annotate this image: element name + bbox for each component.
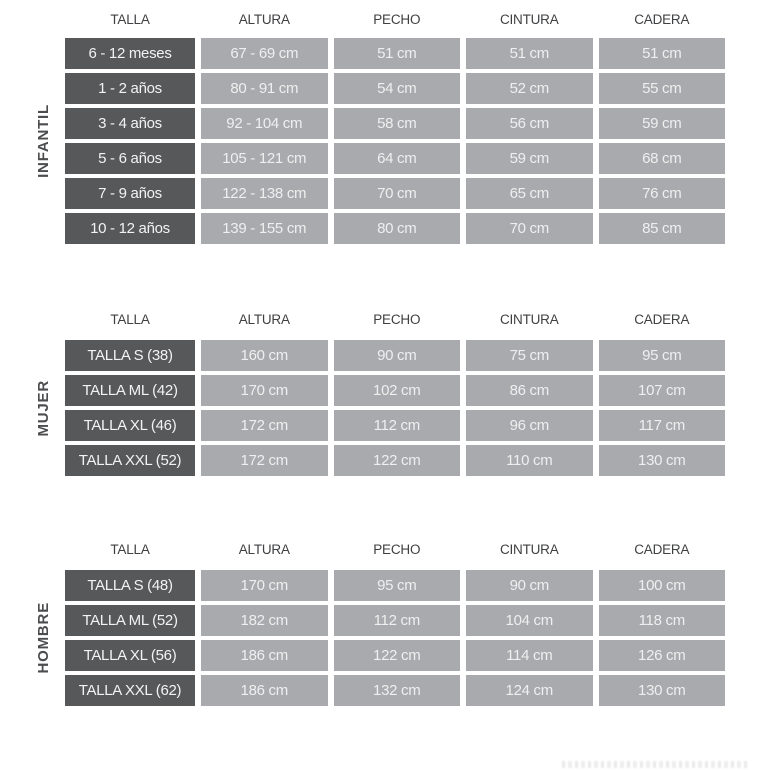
measurement-cell: 112 cm bbox=[334, 410, 461, 441]
measurement-cell: 118 cm bbox=[599, 605, 726, 636]
column-header-row-mujer bbox=[65, 308, 725, 330]
measurement-cell: 90 cm bbox=[334, 340, 461, 371]
size-label-cell: TALLA S (38) bbox=[65, 340, 195, 371]
column-header-pecho: PECHO bbox=[373, 311, 421, 327]
size-label-cell: 3 - 4 años bbox=[65, 108, 195, 139]
table-body-infantil bbox=[65, 38, 725, 244]
column-header-cadera: CADERA bbox=[634, 311, 690, 327]
measurement-cell: 95 cm bbox=[334, 570, 461, 601]
measurement-cell: 51 cm bbox=[334, 38, 461, 69]
measurement-cell: 92 - 104 cm bbox=[201, 108, 328, 139]
column-header-row-hombre bbox=[65, 538, 725, 560]
measurement-cell: 80 - 91 cm bbox=[201, 73, 328, 104]
measurement-cell: 172 cm bbox=[201, 410, 328, 441]
measurement-cell: 160 cm bbox=[201, 340, 328, 371]
measurement-cell: 55 cm bbox=[599, 73, 726, 104]
measurement-cell: 126 cm bbox=[599, 640, 726, 671]
group-label-hombre: HOMBRE bbox=[34, 602, 52, 674]
measurement-cell: 52 cm bbox=[466, 73, 593, 104]
measurement-cell: 122 cm bbox=[334, 445, 461, 476]
measurement-cell: 95 cm bbox=[599, 340, 726, 371]
measurement-cell: 172 cm bbox=[201, 445, 328, 476]
size-label-cell: 1 - 2 años bbox=[65, 73, 195, 104]
measurement-cell: 170 cm bbox=[201, 375, 328, 406]
column-header-row-infantil bbox=[65, 8, 725, 30]
measurement-cell: 96 cm bbox=[466, 410, 593, 441]
measurement-cell: 114 cm bbox=[466, 640, 593, 671]
measurement-cell: 64 cm bbox=[334, 143, 461, 174]
size-label-cell: TALLA ML (52) bbox=[65, 605, 195, 636]
measurement-cell: 58 cm bbox=[334, 108, 461, 139]
measurement-cell: 124 cm bbox=[466, 675, 593, 706]
measurement-cell: 132 cm bbox=[334, 675, 461, 706]
measurement-cell: 139 - 155 cm bbox=[201, 213, 328, 244]
column-header-cadera: CADERA bbox=[634, 541, 690, 557]
column-header-talla: TALLA bbox=[110, 311, 150, 327]
measurement-cell: 122 - 138 cm bbox=[201, 178, 328, 209]
measurement-cell: 67 - 69 cm bbox=[201, 38, 328, 69]
table-body-hombre bbox=[65, 570, 725, 706]
measurement-cell: 104 cm bbox=[466, 605, 593, 636]
measurement-cell: 56 cm bbox=[466, 108, 593, 139]
group-label-infantil: INFANTIL bbox=[34, 104, 52, 178]
column-header-cintura: CINTURA bbox=[499, 541, 559, 557]
table-body-mujer bbox=[65, 340, 725, 476]
size-label-cell: TALLA XL (46) bbox=[65, 410, 195, 441]
column-header-altura: ALTURA bbox=[238, 311, 290, 327]
column-header-cadera: CADERA bbox=[634, 11, 690, 27]
measurement-cell: 59 cm bbox=[466, 143, 593, 174]
measurement-cell: 130 cm bbox=[599, 445, 726, 476]
size-label-cell: TALLA S (48) bbox=[65, 570, 195, 601]
measurement-cell: 186 cm bbox=[201, 640, 328, 671]
size-label-cell: TALLA XXL (62) bbox=[65, 675, 195, 706]
column-header-cintura: CINTURA bbox=[499, 11, 559, 27]
measurement-cell: 85 cm bbox=[599, 213, 726, 244]
measurement-cell: 68 cm bbox=[599, 143, 726, 174]
column-header-pecho: PECHO bbox=[373, 11, 421, 27]
measurement-cell: 86 cm bbox=[466, 375, 593, 406]
column-header-talla: TALLA bbox=[110, 11, 150, 27]
column-header-altura: ALTURA bbox=[238, 541, 290, 557]
measurement-cell: 122 cm bbox=[334, 640, 461, 671]
column-header-altura: ALTURA bbox=[238, 11, 290, 27]
group-label-box-hombre bbox=[26, 570, 60, 706]
measurement-cell: 117 cm bbox=[599, 410, 726, 441]
measurement-cell: 54 cm bbox=[334, 73, 461, 104]
measurement-cell: 102 cm bbox=[334, 375, 461, 406]
measurement-cell: 130 cm bbox=[599, 675, 726, 706]
column-header-pecho: PECHO bbox=[373, 541, 421, 557]
measurement-cell: 90 cm bbox=[466, 570, 593, 601]
measurement-cell: 80 cm bbox=[334, 213, 461, 244]
measurement-cell: 70 cm bbox=[466, 213, 593, 244]
measurement-cell: 110 cm bbox=[466, 445, 593, 476]
size-label-cell: TALLA XL (56) bbox=[65, 640, 195, 671]
measurement-cell: 51 cm bbox=[599, 38, 726, 69]
size-label-cell: 10 - 12 años bbox=[65, 213, 195, 244]
measurement-cell: 112 cm bbox=[334, 605, 461, 636]
size-label-cell: TALLA XXL (52) bbox=[65, 445, 195, 476]
column-header-talla: TALLA bbox=[110, 541, 150, 557]
size-label-cell: 6 - 12 meses bbox=[65, 38, 195, 69]
size-label-cell: 5 - 6 años bbox=[65, 143, 195, 174]
group-label-mujer: MUJER bbox=[34, 379, 52, 437]
measurement-cell: 170 cm bbox=[201, 570, 328, 601]
measurement-cell: 59 cm bbox=[599, 108, 726, 139]
size-label-cell: TALLA ML (42) bbox=[65, 375, 195, 406]
column-header-cintura: CINTURA bbox=[499, 311, 559, 327]
measurement-cell: 51 cm bbox=[466, 38, 593, 69]
measurement-cell: 107 cm bbox=[599, 375, 726, 406]
faint-watermark bbox=[562, 761, 750, 768]
group-label-box-mujer bbox=[26, 340, 60, 476]
measurement-cell: 75 cm bbox=[466, 340, 593, 371]
measurement-cell: 100 cm bbox=[599, 570, 726, 601]
measurement-cell: 186 cm bbox=[201, 675, 328, 706]
measurement-cell: 182 cm bbox=[201, 605, 328, 636]
measurement-cell: 65 cm bbox=[466, 178, 593, 209]
measurement-cell: 70 cm bbox=[334, 178, 461, 209]
group-label-box-infantil bbox=[26, 38, 60, 244]
measurement-cell: 105 - 121 cm bbox=[201, 143, 328, 174]
measurement-cell: 76 cm bbox=[599, 178, 726, 209]
size-label-cell: 7 - 9 años bbox=[65, 178, 195, 209]
